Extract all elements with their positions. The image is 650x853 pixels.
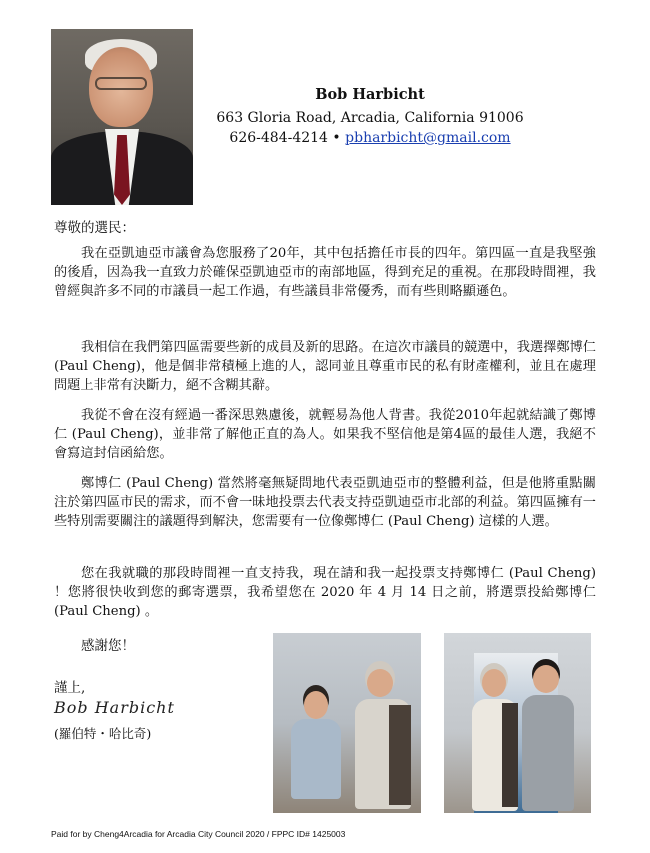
closing-text: 謹上, xyxy=(54,680,86,696)
sender-name: Bob Harbicht xyxy=(315,86,425,103)
greeting: 尊敬的選民： xyxy=(54,220,135,236)
paid-for-disclaimer: Paid for by Cheng4Arcadia for Arcadia City Council 2020 / FPPC ID# 1425003 xyxy=(51,829,346,839)
paragraph-4: 鄭博仁 (Paul Cheng) 當然將毫無疑問地代表亞凱迪亞市的整體利益，但是他將重點關注於第四區市民的需求，而不會一昧地投票去代表支持亞凱迪亞市北部的利益。第四區擁有一些特別需要關注的議題得到解決，您需要有一位像鄭博仁 (Paul Cheng) 這樣的人選。 xyxy=(54,476,596,530)
sender-contact xyxy=(205,130,535,146)
separator: • xyxy=(332,130,341,146)
paragraph-5: 您在我就職的那段時間裡一直支持我，現在請和我一起投票支持鄭博仁 (Paul Cheng) ！您將很快收到您的郵寄選票，我希望您在 2020 年 4 月 14 日之前，將選票投給鄭博仁 (Paul Cheng) 。 xyxy=(54,566,596,620)
portrait-photo xyxy=(51,29,193,205)
photo-handshake xyxy=(273,633,421,813)
sender-email-link[interactable]: pbharbicht@gmail.com xyxy=(345,130,511,146)
signer-chinese-name: (羅伯特・哈比奇) xyxy=(54,726,152,741)
paragraph-2: 我相信在我們第四區需要些新的成員及新的思路。在這次市議員的競選中，我選擇鄭博仁 (Paul Cheng)，他是個非常積極上進的人，認同並且尊重市民的私有財產權利，並且在處理問題上非常有決斷力，絕不含糊其辭。 xyxy=(54,340,596,394)
paragraph-1: 我在亞凱迪亞市議會為您服務了20年，其中包括擔任市長的四年。第四區一直是我堅強的後盾，因為我一直致力於確保亞凱迪亞市的南部地區，得到充足的重視。在那段時間裡，我曾經與許多不同的市議員一起工作過，有些議員非常優秀，而有些則略顯遜色。 xyxy=(54,246,596,300)
photo-campaign-banner xyxy=(444,633,591,813)
sender-phone: 626-484-4214 xyxy=(229,130,328,146)
handwritten-signature: Bob Harbicht xyxy=(54,698,175,717)
sender-address: 663 Gloria Road, Arcadia, California 91006 xyxy=(216,110,524,126)
thanks-text: 感謝您！ xyxy=(81,638,135,654)
paragraph-3: 我從不會在沒有經過一番深思熟慮後，就輕易為他人背書。我從2010年起就結識了鄭博仁 (Paul Cheng)，並非常了解他正直的為人。如果我不堅信他是第4區的最佳人選，我絕不會寫這封信函給您。 xyxy=(54,408,596,462)
